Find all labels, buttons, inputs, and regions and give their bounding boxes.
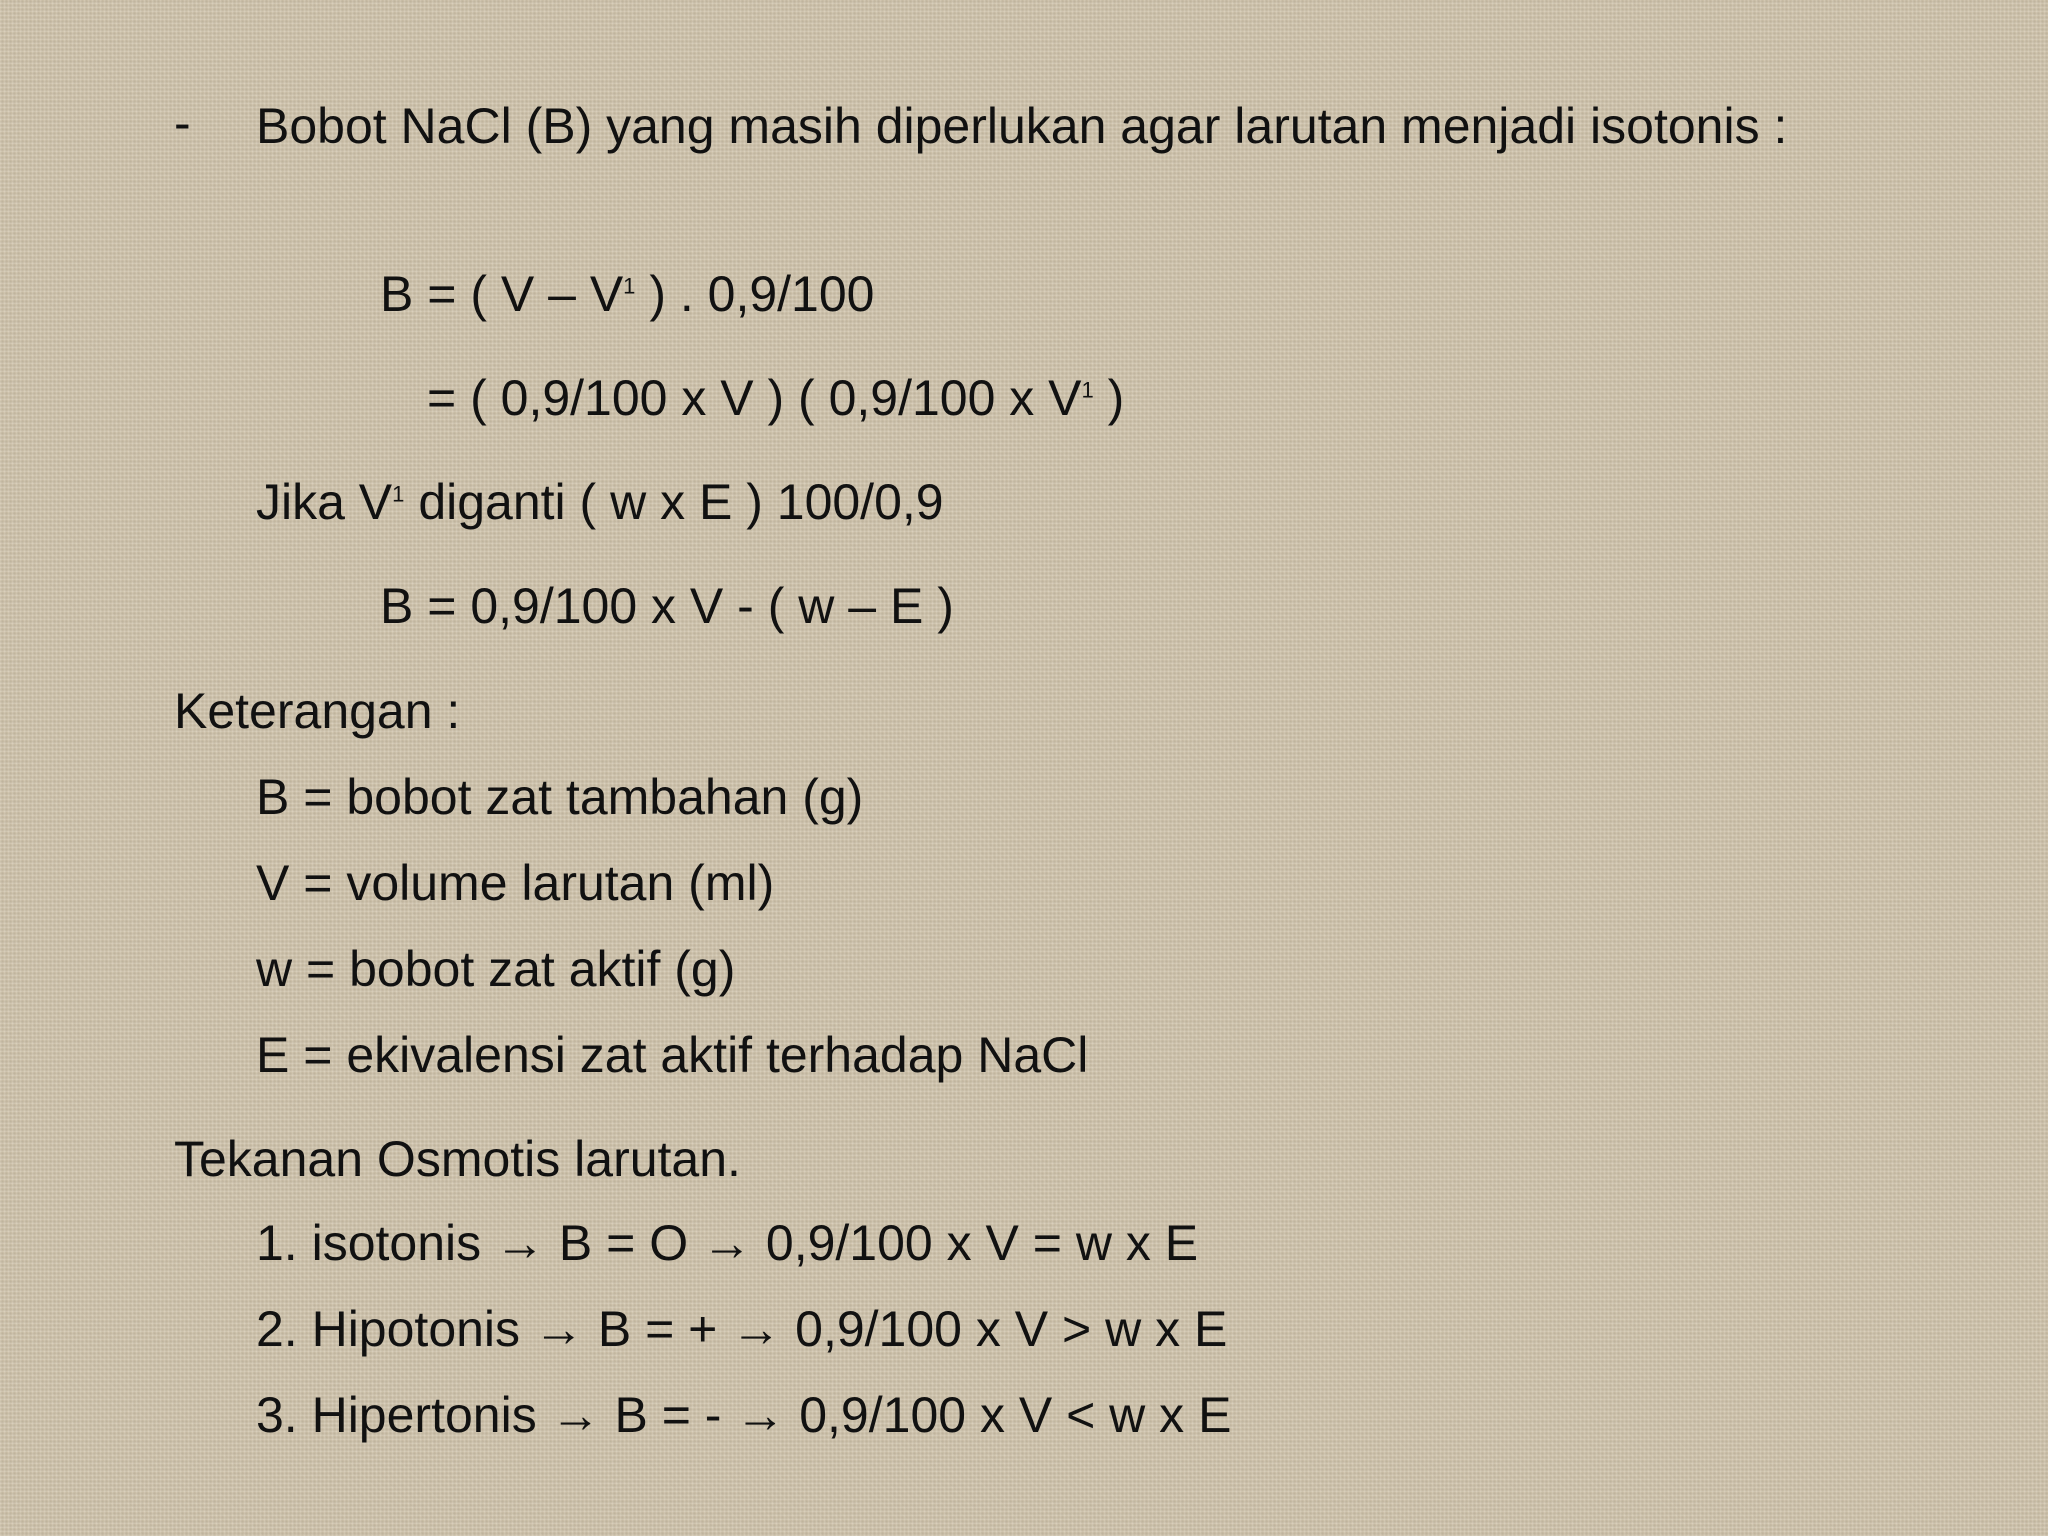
tekanan-item: 1. isotonis → B = O → 0,9/100 x V = w x E: [256, 1215, 1199, 1271]
formula-b-2-part-a: = ( 0,9/100 x V ) ( 0,9/100 x V: [427, 370, 1082, 426]
keterangan-item: V = volume larutan (ml): [256, 855, 775, 911]
keterangan-item: w = bobot zat aktif (g): [256, 941, 736, 997]
jika-line: [256, 472, 944, 532]
keterangan-item: B = bobot zat tambahan (g): [256, 769, 864, 825]
keterangan-item: E = ekivalensi zat aktif terhadap NaCl: [256, 1027, 1089, 1083]
formula-b-2: [427, 368, 1124, 428]
jika-part-a: Jika V: [256, 474, 393, 530]
tekanan-heading: Tekanan Osmotis larutan.: [174, 1131, 741, 1187]
formula-b-final: B = 0,9/100 x V - ( w – E ): [380, 578, 954, 634]
tekanan-item: 3. Hipertonis → B = - → 0,9/100 x V < w x E: [256, 1387, 1232, 1443]
formula-b-2-part-b: ): [1093, 370, 1125, 426]
formula-b-2-superscript: 1: [1081, 377, 1094, 403]
formula-b-1-part-b: ) . 0,9/100: [635, 266, 875, 322]
keterangan-heading: Keterangan :: [174, 683, 461, 739]
jika-part-b: diganti ( w x E ) 100/0,9: [404, 474, 944, 530]
bullet-text: Bobot NaCl (B) yang masih diperlukan agar larutan menjadi isotonis :: [256, 98, 1788, 154]
bullet-marker: -: [174, 95, 191, 151]
formula-b-1: [380, 264, 874, 324]
tekanan-item: 2. Hipotonis → B = + → 0,9/100 x V > w x E: [256, 1301, 1228, 1357]
formula-b-1-superscript: 1: [623, 273, 636, 299]
jika-superscript: 1: [392, 481, 405, 507]
formula-b-1-part-a: B = ( V – V: [380, 266, 624, 322]
